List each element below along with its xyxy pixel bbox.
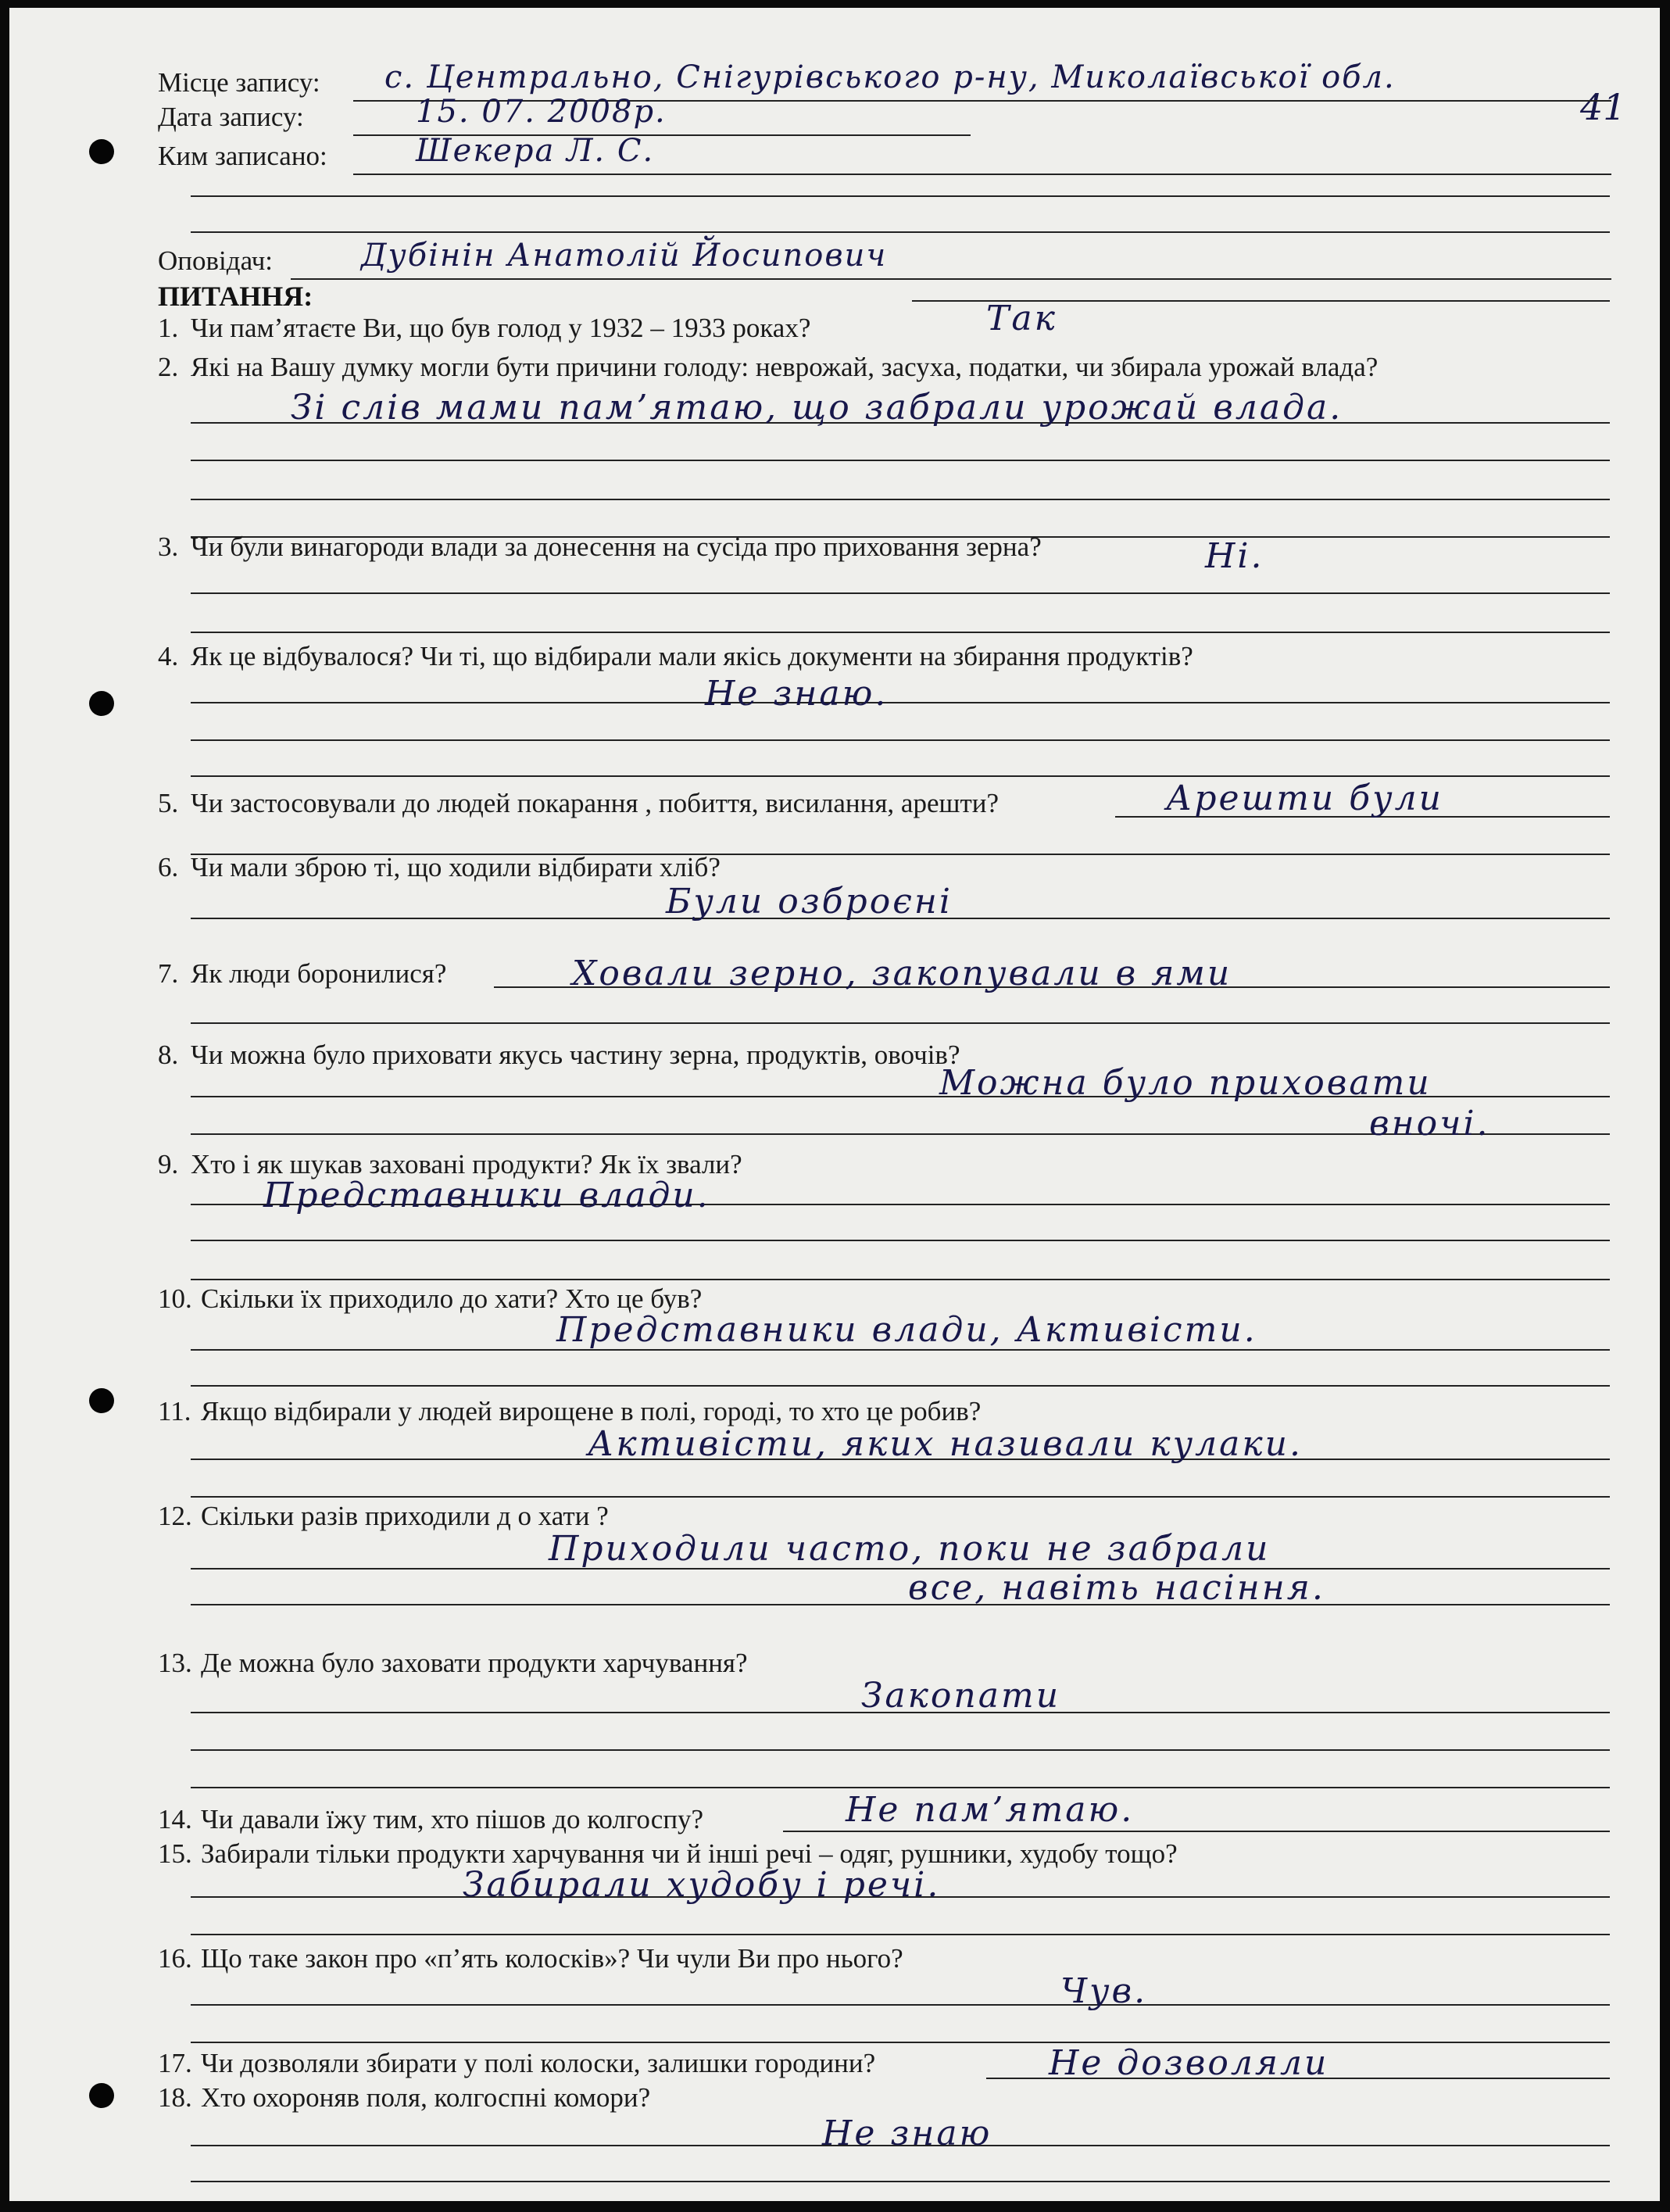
answer-line [191,1022,1610,1024]
answer-line [191,1496,1610,1498]
answer-line [191,1934,1610,1935]
handwritten-answer: Зі слів мами пам’ятаю, що забрали урожай влада. [291,388,1343,428]
answer-line [191,1385,1610,1387]
answer-line [191,499,1610,500]
question-number: 6. [158,852,179,882]
question-text: Хто охороняв поля, колгоспні комори? [201,2082,651,2113]
answer-line [191,739,1610,741]
question-text: Скільки разів приходили д о хати ? [201,1501,609,1531]
handwritten-answer: Чув. [1060,1971,1148,2011]
recorded-by-label: Ким записано: [158,141,327,171]
questions-heading: ПИТАННЯ: [158,281,313,312]
answer-line [191,2004,1610,2006]
answer-line [191,1279,1610,1280]
question-text: Чи пам’ятаєте Ви, що був голод у 1932 – 1933 роках? [191,313,811,343]
question-number: 18. [158,2082,192,2113]
question-text: Чи були винагороди влади за донесення на сусіда про приховання зерна? [191,532,1042,562]
question-text: Чи можна було приховати якусь частину зерна, продуктів, овочів? [191,1040,960,1070]
handwritten-answer: Забирали худобу і речі. [463,1865,941,1905]
question-number: 5. [158,788,179,818]
question-text: Що таке закон про «п’ять колосків»? Чи чули Ви про нього? [201,1943,903,1974]
answer-line [191,592,1610,594]
question-text: Чи застосовували до людей покарання , побиття, висилання, арешти? [191,788,999,818]
handwritten-answer: Так [986,299,1057,338]
question-number: 7. [158,958,179,989]
question-1 [158,313,810,344]
handwritten-answer: Не дозволяли [1049,2043,1329,2083]
handwritten-answer: Не знаю [822,2114,992,2153]
answer-line [191,1787,1610,1788]
answer-line [191,1749,1610,1751]
narrator-label: Оповідач: [158,245,274,276]
question-6 [158,852,721,883]
question-number: 1. [158,313,179,343]
handwritten-answer: Можна було приховати [939,1063,1432,1103]
blank-line [191,231,1610,233]
question-14 [158,1804,703,1835]
question-11 [158,1396,981,1427]
handwritten-answer: Ні. [1205,536,1264,576]
date-label: Дата запису: [158,102,304,132]
question-text: Якщо відбирали у людей вирощене в полі, городі, то хто це робив? [201,1396,982,1426]
question-number: 10. [158,1283,192,1314]
question-16 [158,1943,903,1974]
answer-line [191,2181,1610,2182]
narrator-line [291,278,1611,280]
question-3 [158,532,1042,563]
question-number: 8. [158,1040,179,1070]
question-number: 17. [158,2048,192,2078]
question-number: 2. [158,352,179,382]
question-17 [158,2048,875,2079]
question-4 [158,641,1193,672]
handwritten-answer: Не пам’ятаю. [846,1790,1135,1830]
answer-line [191,460,1610,461]
question-number: 12. [158,1501,192,1531]
place-value: с. Центрально, Снігурівського р-ну, Миколаївської обл. [384,59,1396,95]
handwritten-answer: Ховали зерно, закопували в ями [572,954,1232,993]
recorded-by-field [158,131,1611,175]
question-text: Чи давали їжу тим, хто пішов до колгоспу? [201,1804,704,1834]
handwritten-answer: Приходили часто, поки не забрали [549,1529,1271,1569]
handwritten-answer: все, навіть насіння. [908,1568,1325,1608]
question-5 [158,788,999,819]
date-value: 15. 07. 2008р. [416,94,667,130]
page-number: 41 [1580,86,1626,128]
answer-line [191,1604,1610,1605]
answer-line [191,775,1610,777]
question-text: Чи дозволяли збирати у полі колоски, залишки городини? [201,2048,876,2078]
place-label: Місце запису: [158,67,320,98]
answer-line [191,1240,1610,1241]
question-text: Які на Вашу думку могли бути причини голоду: неврожай, засуха, податки, чи збирала урожай влада? [191,352,1379,382]
question-8 [158,1040,960,1071]
punch-hole [89,1388,114,1413]
question-7 [158,958,446,990]
answer-line [191,2042,1610,2043]
question-text: Хто і як шукав заховані продукти? Як їх звали? [191,1149,742,1179]
handwritten-answer: Активісти, яких називали кулаки. [588,1424,1303,1464]
handwritten-answer: Представники влади, Активісти. [556,1310,1257,1350]
punch-hole [89,139,114,164]
question-13 [158,1648,748,1679]
question-text: Забирали тільки продукти харчування чи й інші речі – одяг, рушники, худобу тощо? [201,1838,1178,1869]
handwritten-answer: Представники влади. [263,1176,710,1215]
question-text: Скільки їх приходило до хати? Хто це був? [201,1283,703,1314]
recorded-by-line [353,174,1611,175]
recorded-by-value: Шекера Л. С. [416,133,655,169]
question-number: 9. [158,1149,179,1179]
question-text: Чи мали зброю ті, що ходили відбирати хліб? [191,852,721,882]
question-number: 16. [158,1943,192,1974]
punch-hole [89,2083,114,2108]
handwritten-answer: Арешти були [1166,778,1443,818]
handwritten-answer: вночі. [1369,1104,1490,1144]
blank-line [191,195,1610,197]
question-number: 13. [158,1648,192,1678]
answer-line [191,632,1610,633]
question-18 [158,2082,650,2114]
question-number: 4. [158,641,179,671]
handwritten-answer: Закопати [861,1676,1061,1716]
punch-hole [89,691,114,716]
handwritten-answer: Були озброєні [666,882,953,922]
narrator-field [158,236,1611,280]
question-text: Як люди боронилися? [191,958,447,989]
answer-line [191,702,1610,703]
answer-inline-line [783,1831,1610,1832]
handwritten-answer: Не знаю. [705,674,889,714]
question-number: 11. [158,1396,191,1426]
question-number: 3. [158,532,179,562]
date-field [158,92,978,136]
question-text: Де можна було заховати продукти харчування? [201,1648,748,1678]
question-number: 15. [158,1838,192,1869]
question-12 [158,1501,609,1532]
question-2 [158,352,1378,383]
narrator-value: Дубінін Анатолій Йосипович [361,238,888,274]
question-text: Як це відбувалося? Чи ті, що відбирали мали якісь документи на збирання продуктів? [191,641,1193,671]
question-number: 14. [158,1804,192,1834]
questionnaire-sheet [9,8,1660,2201]
